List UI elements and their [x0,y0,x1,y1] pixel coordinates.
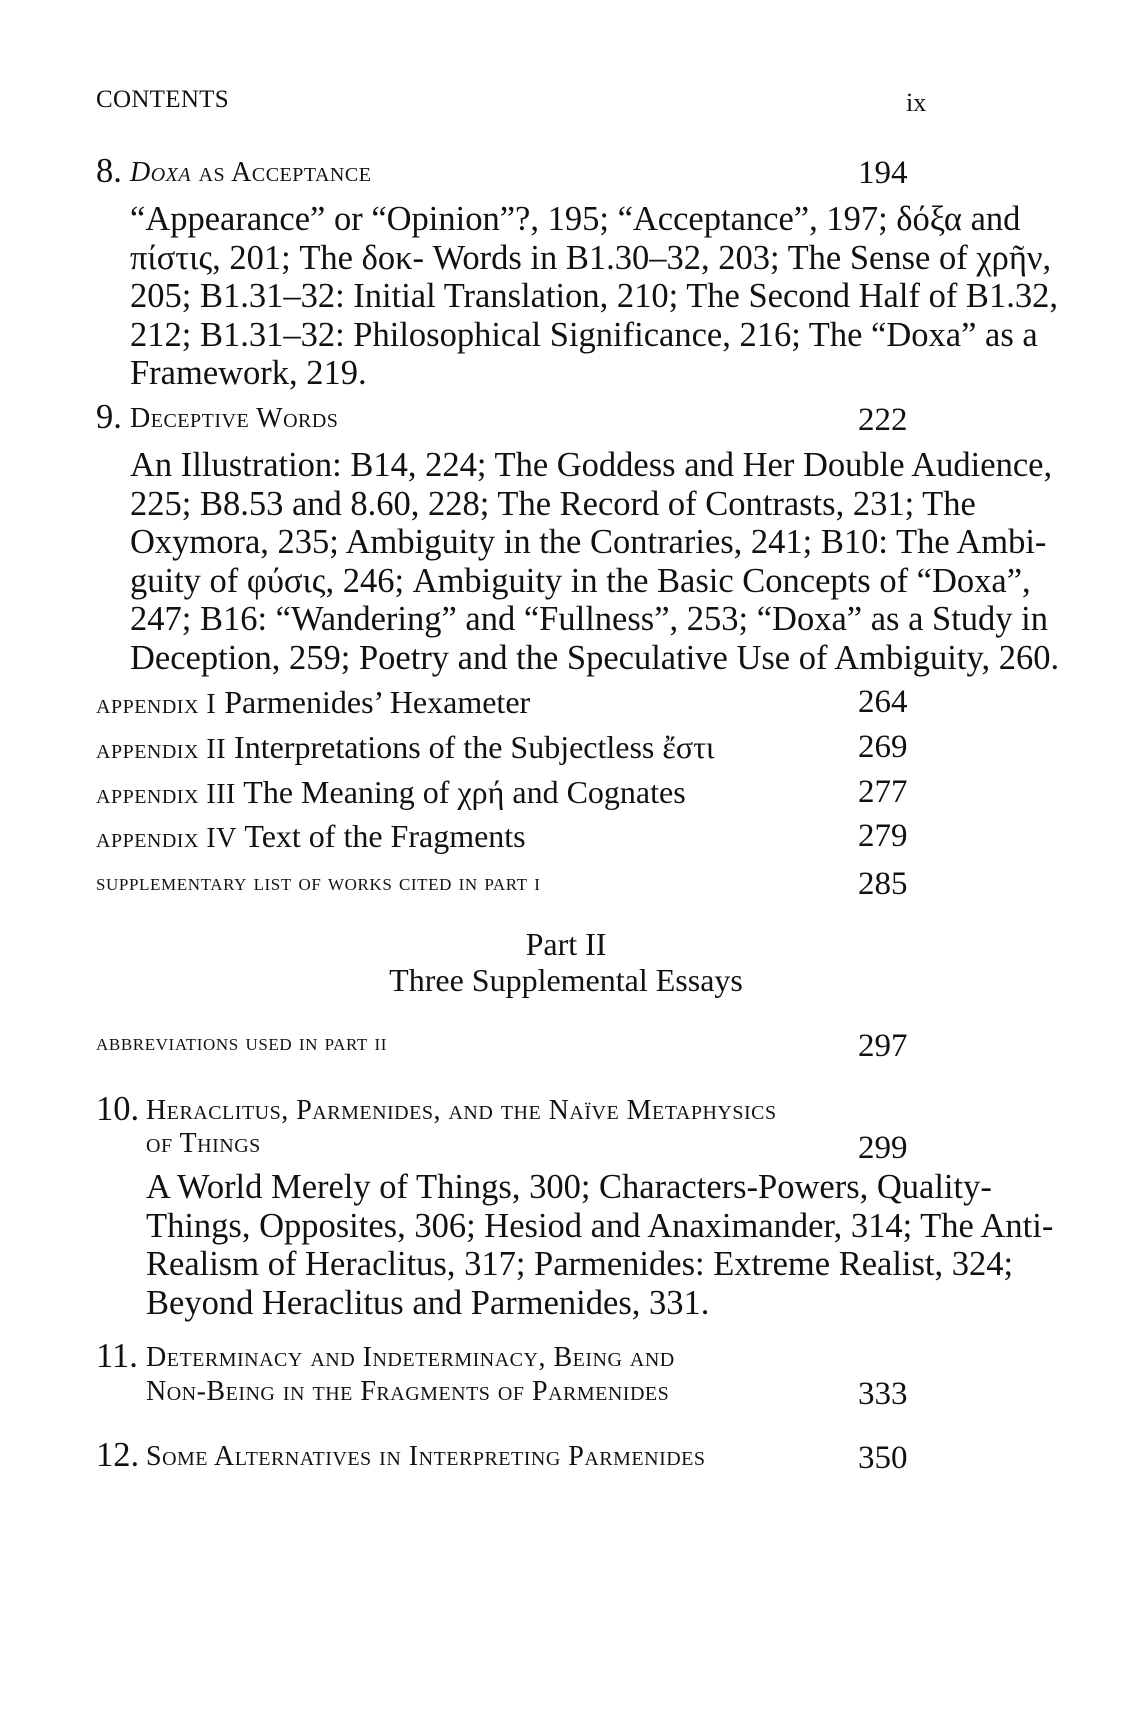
appendix-title: Text of the Fragments [244,818,526,854]
chapter9-summary-line: 247; B16: “Wandering” and “Fullness”, 253; “Doxa” as a Study in [130,600,1048,638]
chapter8-summary-line: 205; B1.31–32: Initial Translation, 210; The Second Half of B1.32, [130,277,1058,315]
running-header: CONTENTS [96,86,229,113]
chapter10-number: 10. [96,1090,140,1128]
chapter8-summary-line: Framework, 219. [130,354,367,392]
appendix-label: appendix IV [96,823,237,854]
chapter11-title-line2: Non-Being in the Fragments of Parmenides [146,1376,670,1407]
appendix-page: 277 [858,774,908,810]
appendix-4-row [96,818,936,855]
chapter11-title-line1: Determinacy and Indeterminacy, Being and [146,1342,675,1373]
chapter9-summary-line: Oxymora, 235; Ambiguity in the Contraries, 241; B10: The Ambi- [130,523,1047,561]
chapter9-page: 222 [858,402,908,438]
appendix-2-row [96,729,936,766]
appendix-title: The Meaning of χρή and Cognates [243,774,686,810]
appendix-title: Parmenides’ Hexameter [224,684,531,720]
chapter9-title: Deceptive Words [130,403,339,434]
chapter12-page: 350 [858,1440,908,1476]
chapter9-summary [130,446,1060,677]
chapter8-number: 8. [96,152,122,190]
chapter10-summary-line: Realism of Heraclitus, 317; Parmenides: Extreme Realist, 324; [146,1245,1014,1283]
chapter8-page: 194 [858,155,908,191]
abbreviations-entry: abbreviations used in part ii [96,1030,387,1056]
appendix-3-row [96,774,936,811]
chapter12-title: Some Alternatives in Interpreting Parmenides [146,1441,706,1472]
chapter11-page: 333 [858,1376,908,1412]
supplementary-page: 285 [858,866,908,902]
appendix-page: 269 [858,729,908,765]
chapter9-summary-line: guity of φύσις, 246; Ambiguity in the Basic Concepts of “Doxa”, [130,561,1031,600]
chapter10-summary-line: A World Merely of Things, 300; Characters-Powers, Quality- [146,1168,992,1206]
chapter12-number: 12. [96,1436,140,1474]
header-page-number: ix [906,88,927,117]
chapter8-title: Doxa as Acceptance [130,157,372,188]
chapter8-summary [130,200,1058,393]
chapter11-number: 11. [96,1337,138,1375]
chapter9-summary-line: Deception, 259; Poetry and the Speculative Use of Ambiguity, 260. [130,638,1060,677]
chapter10-title-line1: Heraclitus, Parmenides, and the Naïve Metaphysics [146,1095,777,1126]
chapter8-summary-line: πίστις, 201; The δοκ- Words in B1.30–32, 203; The Sense of χρῆν, [130,238,1052,277]
appendix-title: Interpretations of the Subjectless ἔστι [234,729,715,765]
chapter9-summary-line: An Illustration: B14, 224; The Goddess and Her Double Audience, [130,446,1053,484]
chapter9-summary-line: 225; B8.53 and 8.60, 228; The Record of Contrasts, 231; The [130,484,976,523]
supplementary-list: supplementary list of works cited in part i [96,870,541,896]
abbreviations-page: 297 [858,1028,908,1064]
chapter8-summary-line: “Appearance” or “Opinion”?, 195; “Acceptance”, 197; δόξα and [130,200,1021,238]
chapter10-summary [146,1168,1054,1322]
appendix-1-row [96,684,936,721]
chapter10-page: 299 [858,1130,908,1166]
chapter10-title-line2: of Things [146,1128,261,1159]
part-subheading: Three Supplemental Essays [389,962,743,998]
appendix-label: appendix I [96,689,217,720]
appendix-page: 279 [858,818,908,854]
appendix-label: appendix III [96,779,236,810]
appendix-page: 264 [858,684,908,720]
chapter9-number: 9. [96,398,122,436]
appendix-label: appendix II [96,734,227,765]
chapter10-summary-line: Things, Opposites, 306; Hesiod and Anaximander, 314; The Anti- [146,1206,1054,1245]
part-heading: Part II [525,926,607,962]
chapter10-summary-line: Beyond Heraclitus and Parmenides, 331. [146,1283,710,1322]
chapter8-summary-line: 212; B1.31–32: Philosophical Significance, 216; The “Doxa” as a [130,315,1038,354]
